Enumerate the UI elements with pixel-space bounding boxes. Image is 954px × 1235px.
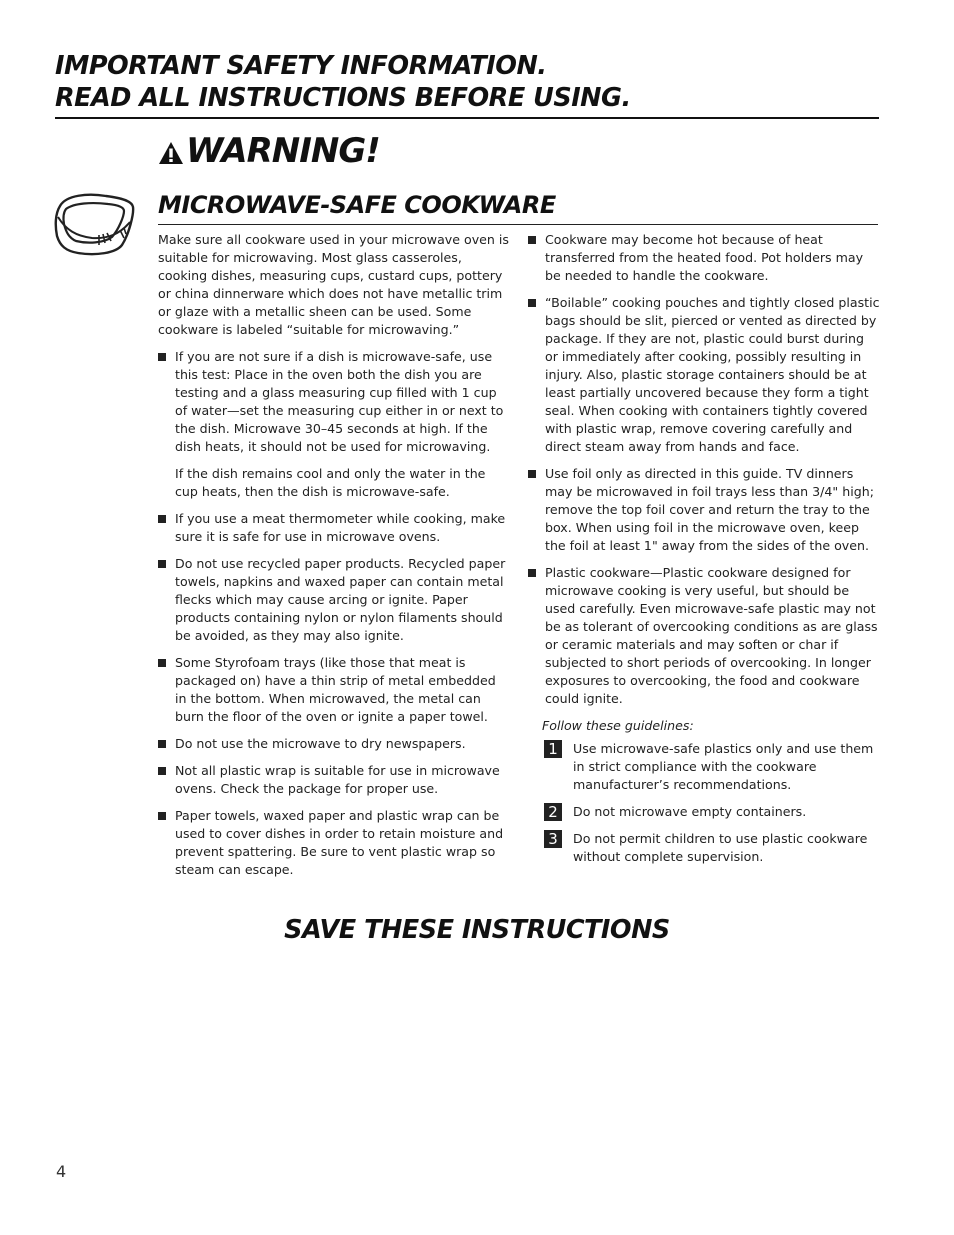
bullet-text: Some Styrofoam trays (like those that meat is packaged on) have a thin strip of metal embedded in the bottom. When microwaved, the metal can burn the floor of the oven or ignite a paper towel.: [175, 655, 496, 724]
section-title: MICROWAVE-SAFE COOKWARE: [158, 189, 878, 225]
square-bullet-icon: [158, 353, 166, 361]
warning-label: WARNING!: [186, 131, 380, 171]
list-item: [158, 348, 510, 501]
list-item: [158, 762, 510, 798]
square-bullet-icon: [158, 515, 166, 523]
warning-heading: [158, 130, 380, 172]
guideline-text: Use microwave-safe plastics only and use them in strict compliance with the cookware manufacturer’s recommendations.: [573, 741, 874, 792]
bullet-text: Not all plastic wrap is suitable for use in microwave ovens. Check the package for proper use.: [175, 763, 500, 796]
save-instructions-heading: SAVE THESE INSTRUCTIONS: [284, 915, 670, 945]
bullet-text: “Boilable” cooking pouches and tightly closed plastic bags should be slit, pierced or vented as directed by package. If they are not, plastic could burst during or immediately after cooking, possibly resulting in injury. Also, plastic storage containers should be at least partially uncovered because they form a tight seal. When cooking with containers tightly covered with plastic wrap, remove covering carefully and direct steam away from hands and face.: [545, 295, 880, 454]
right-column: [528, 231, 880, 875]
square-bullet-icon: [158, 812, 166, 820]
bullet-text: Cookware may become hot because of heat transferred from the heated food. Pot holders may be needed to handle the cookware.: [545, 232, 864, 283]
left-column: [158, 231, 510, 888]
cookware-dish-icon: [52, 192, 136, 258]
bullet-text: If you use a meat thermometer while cooking, make sure it is safe for use in microwave ovens.: [175, 511, 506, 544]
header-line-1: IMPORTANT SAFETY INFORMATION.: [55, 51, 547, 81]
bullet-text: Do not use recycled paper products. Recycled paper towels, napkins and waxed paper can contain metal flecks which may cause arcing or ignite. Paper products containing nylon or nylon filaments should be avoided, as they may also ignite.: [175, 556, 506, 643]
guideline-item: [544, 803, 880, 821]
right-bullet-list: [528, 231, 880, 708]
guideline-item: [544, 740, 880, 794]
guideline-item: [544, 830, 880, 866]
bullet-text: Do not use the microwave to dry newspapers.: [175, 736, 466, 751]
number-badge: 2: [544, 803, 562, 821]
square-bullet-icon: [528, 236, 536, 244]
list-item: [158, 510, 510, 546]
square-bullet-icon: [158, 659, 166, 667]
square-bullet-icon: [158, 767, 166, 775]
page-header: [55, 50, 879, 119]
list-item: [528, 294, 880, 456]
list-item: [158, 807, 510, 879]
square-bullet-icon: [158, 740, 166, 748]
guideline-text: Do not microwave empty containers.: [573, 804, 807, 819]
left-bullet-list: [158, 348, 510, 879]
number-badge: 3: [544, 830, 562, 848]
guidelines-list: [528, 740, 880, 866]
list-item: [158, 654, 510, 726]
list-item: [528, 465, 880, 555]
page-number: 4: [56, 1162, 67, 1181]
list-item: [528, 564, 880, 708]
intro-paragraph: Make sure all cookware used in your microwave oven is suitable for microwaving. Most glass casseroles, cooking dishes, measuring cups, custard cups, pottery or china dinnerware which does not have metallic trim or glaze with a metallic sheen can be used. Some cookware is labeled “suitable for microwaving.”: [158, 232, 509, 337]
list-item: [158, 735, 510, 753]
guideline-text: Do not permit children to use plastic cookware without complete supervision.: [573, 831, 868, 864]
guidelines-label: Follow these guidelines:: [542, 718, 694, 733]
header-line-2: READ ALL INSTRUCTIONS BEFORE USING.: [55, 83, 631, 113]
warning-triangle-icon: [158, 141, 184, 165]
bullet-extra-text: If the dish remains cool and only the water in the cup heats, then the dish is microwave-safe.: [175, 466, 486, 499]
bullet-text: Use foil only as directed in this guide. TV dinners may be microwaved in foil trays less than 3/4" high; remove the top foil cover and return the tray to the box. When using foil in the microwave oven, keep the foil at least 1" away from the sides of the oven.: [545, 466, 874, 553]
number-badge: 1: [544, 740, 562, 758]
square-bullet-icon: [528, 569, 536, 577]
square-bullet-icon: [158, 560, 166, 568]
bullet-text: If you are not sure if a dish is microwave-safe, use this test: Place in the oven both the dish you are testing and a glass measuring cup filled with 1 cup of water—set the measuring cup either in or next to the dish. Microwave 30–45 seconds at high. If the dish heats, it should not be used for microwaving.: [175, 349, 504, 454]
bullet-text: Plastic cookware—Plastic cookware designed for microwave cooking is very useful, but should be used carefully. Even microwave-safe plastic may not be as tolerant of overcooking conditions as are glass or ceramic materials and may soften or char if subjected to short periods of overcooking. In longer exposures to overcooking, the food and cookware could ignite.: [545, 565, 878, 706]
list-item: [528, 231, 880, 285]
list-item: [158, 555, 510, 645]
bullet-text: Paper towels, waxed paper and plastic wrap can be used to cover dishes in order to retain moisture and prevent spattering. Be sure to vent plastic wrap so steam can escape.: [175, 808, 504, 877]
square-bullet-icon: [528, 299, 536, 307]
square-bullet-icon: [528, 470, 536, 478]
